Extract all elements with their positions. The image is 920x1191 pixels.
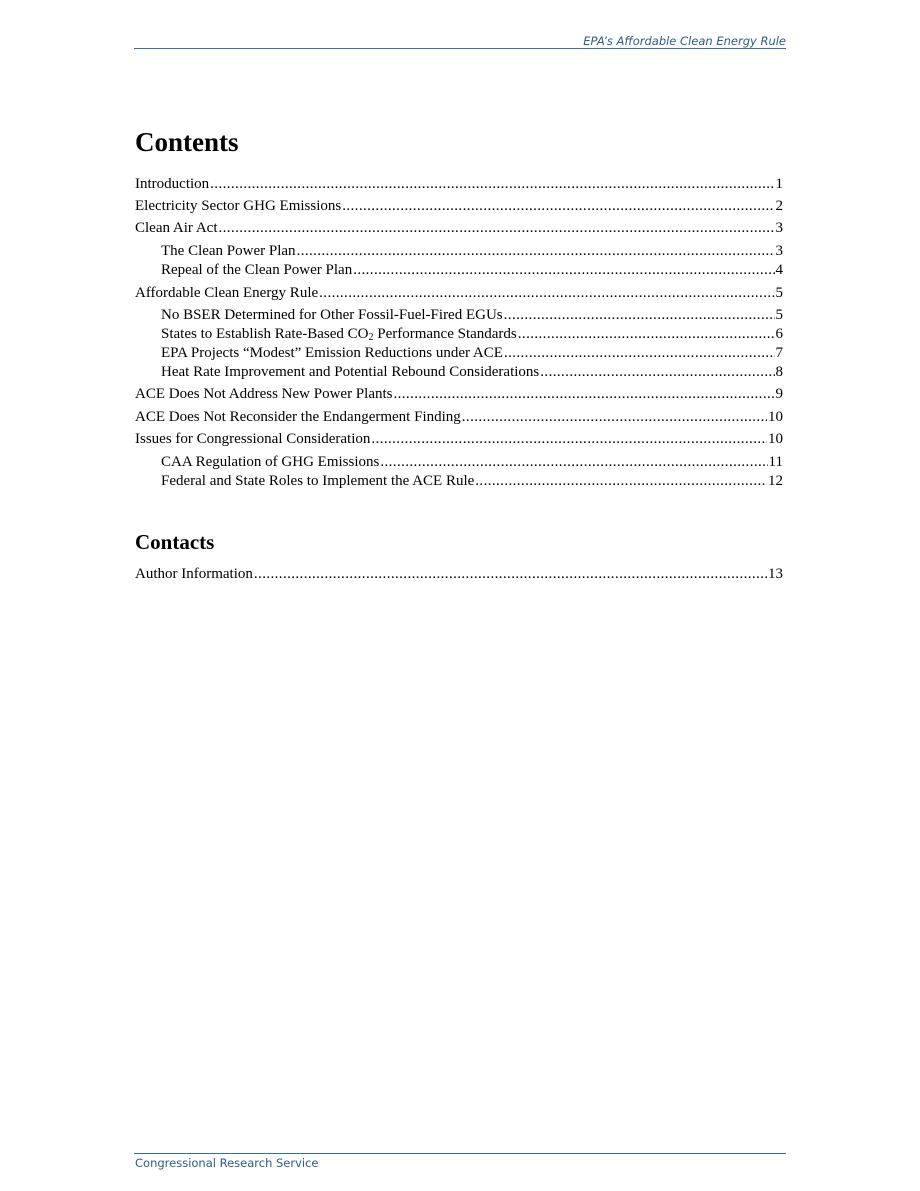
toc-entry-title-part: States to Establish Rate-Based CO bbox=[161, 326, 369, 342]
running-header bbox=[134, 32, 786, 49]
toc-entry-title bbox=[161, 325, 517, 343]
dot-leader bbox=[504, 306, 775, 324]
toc-page-number: 12 bbox=[768, 473, 783, 489]
toc-entry-caa-regulation-of-ghg[interactable] bbox=[161, 453, 783, 471]
running-footer bbox=[134, 1153, 786, 1170]
toc-entry-title: No BSER Determined for Other Fossil-Fuel-Fired EGUs bbox=[161, 307, 503, 323]
toc-page-number: 5 bbox=[775, 285, 783, 301]
toc-entry-the-clean-power-plan[interactable] bbox=[161, 242, 783, 260]
dot-leader bbox=[393, 385, 774, 403]
header-title: EPA’s Affordable Clean Energy Rule bbox=[583, 34, 786, 48]
footer-text: Congressional Research Service bbox=[135, 1156, 319, 1170]
dot-leader bbox=[353, 261, 774, 279]
dot-leader bbox=[254, 565, 767, 583]
toc-entry-title: Author Information bbox=[135, 566, 253, 582]
toc-entry-title: The Clean Power Plan bbox=[161, 243, 296, 259]
toc-entry-title-part: Performance Standards bbox=[373, 326, 517, 342]
toc-entry-title: Affordable Clean Energy Rule bbox=[135, 285, 319, 301]
toc-entry-title: Introduction bbox=[135, 176, 210, 192]
toc-page-number: 4 bbox=[775, 262, 783, 278]
toc-page-number: 13 bbox=[768, 566, 783, 582]
toc-entry-title: ACE Does Not Reconsider the Endangerment Finding bbox=[135, 409, 461, 425]
dot-leader bbox=[475, 472, 767, 490]
toc-entry-title: Clean Air Act bbox=[135, 220, 218, 236]
toc-entry-title: ACE Does Not Address New Power Plants bbox=[135, 386, 393, 402]
dot-leader bbox=[342, 197, 774, 215]
toc-page-number: 2 bbox=[775, 198, 783, 214]
dot-leader bbox=[540, 363, 774, 381]
toc-entry-new-power-plants[interactable] bbox=[135, 385, 783, 403]
toc-entry-author-information[interactable] bbox=[135, 565, 783, 583]
toc-entry-issues-for-congressional-consideration[interactable] bbox=[135, 430, 783, 448]
toc-entry-heat-rate-improvement[interactable] bbox=[161, 363, 783, 381]
toc-entry-title: Heat Rate Improvement and Potential Rebound Considerations bbox=[161, 364, 540, 380]
toc-page-number: 6 bbox=[775, 326, 783, 342]
contents-heading: Contents bbox=[135, 127, 239, 157]
toc-entry-no-bser-determined[interactable] bbox=[161, 306, 783, 324]
toc-entry-introduction[interactable] bbox=[135, 175, 783, 193]
toc-entry-endangerment-finding[interactable] bbox=[135, 408, 783, 426]
dot-leader bbox=[371, 430, 767, 448]
toc-entry-title: Issues for Congressional Consideration bbox=[135, 431, 371, 447]
dot-leader bbox=[210, 175, 774, 193]
toc-entry-repeal-of-the-clean-power-plan[interactable] bbox=[161, 261, 783, 279]
toc-entry-affordable-clean-energy-rule[interactable] bbox=[135, 284, 783, 302]
toc-entry-epa-projects-modest-reductions[interactable] bbox=[161, 344, 783, 362]
dot-leader bbox=[319, 284, 774, 302]
toc-entry-title: CAA Regulation of GHG Emissions bbox=[161, 454, 380, 470]
toc-entry-title: EPA Projects “Modest” Emission Reductions under ACE bbox=[161, 345, 503, 361]
dot-leader bbox=[297, 242, 775, 260]
toc-entry-federal-and-state-roles[interactable] bbox=[161, 472, 783, 490]
contacts-heading: Contacts bbox=[135, 530, 215, 554]
toc-entry-electricity-sector-ghg-emissions[interactable] bbox=[135, 197, 783, 215]
toc-entry-title: Repeal of the Clean Power Plan bbox=[161, 262, 353, 278]
dot-leader bbox=[518, 325, 775, 343]
toc-entry-states-to-establish-standards[interactable] bbox=[161, 325, 783, 343]
dot-leader bbox=[504, 344, 775, 362]
toc-page-number: 10 bbox=[768, 431, 783, 447]
toc-page-number: 3 bbox=[775, 243, 783, 259]
toc-page-number: 5 bbox=[775, 307, 783, 323]
toc-page-number: 11 bbox=[768, 454, 783, 470]
dot-leader bbox=[462, 408, 767, 426]
toc-page-number: 9 bbox=[775, 386, 783, 402]
toc-page-number: 10 bbox=[768, 409, 783, 425]
dot-leader bbox=[219, 219, 775, 237]
toc-entry-clean-air-act[interactable] bbox=[135, 219, 783, 237]
toc-page-number: 3 bbox=[775, 220, 783, 236]
co2-subscript: 2 bbox=[368, 332, 374, 343]
toc-page-number: 7 bbox=[775, 345, 783, 361]
toc-entry-title: Federal and State Roles to Implement the ACE Rule bbox=[161, 473, 475, 489]
dot-leader bbox=[380, 453, 767, 471]
toc-page-number: 1 bbox=[775, 176, 783, 192]
toc-page-number: 8 bbox=[775, 364, 783, 380]
toc-entry-title: Electricity Sector GHG Emissions bbox=[135, 198, 342, 214]
